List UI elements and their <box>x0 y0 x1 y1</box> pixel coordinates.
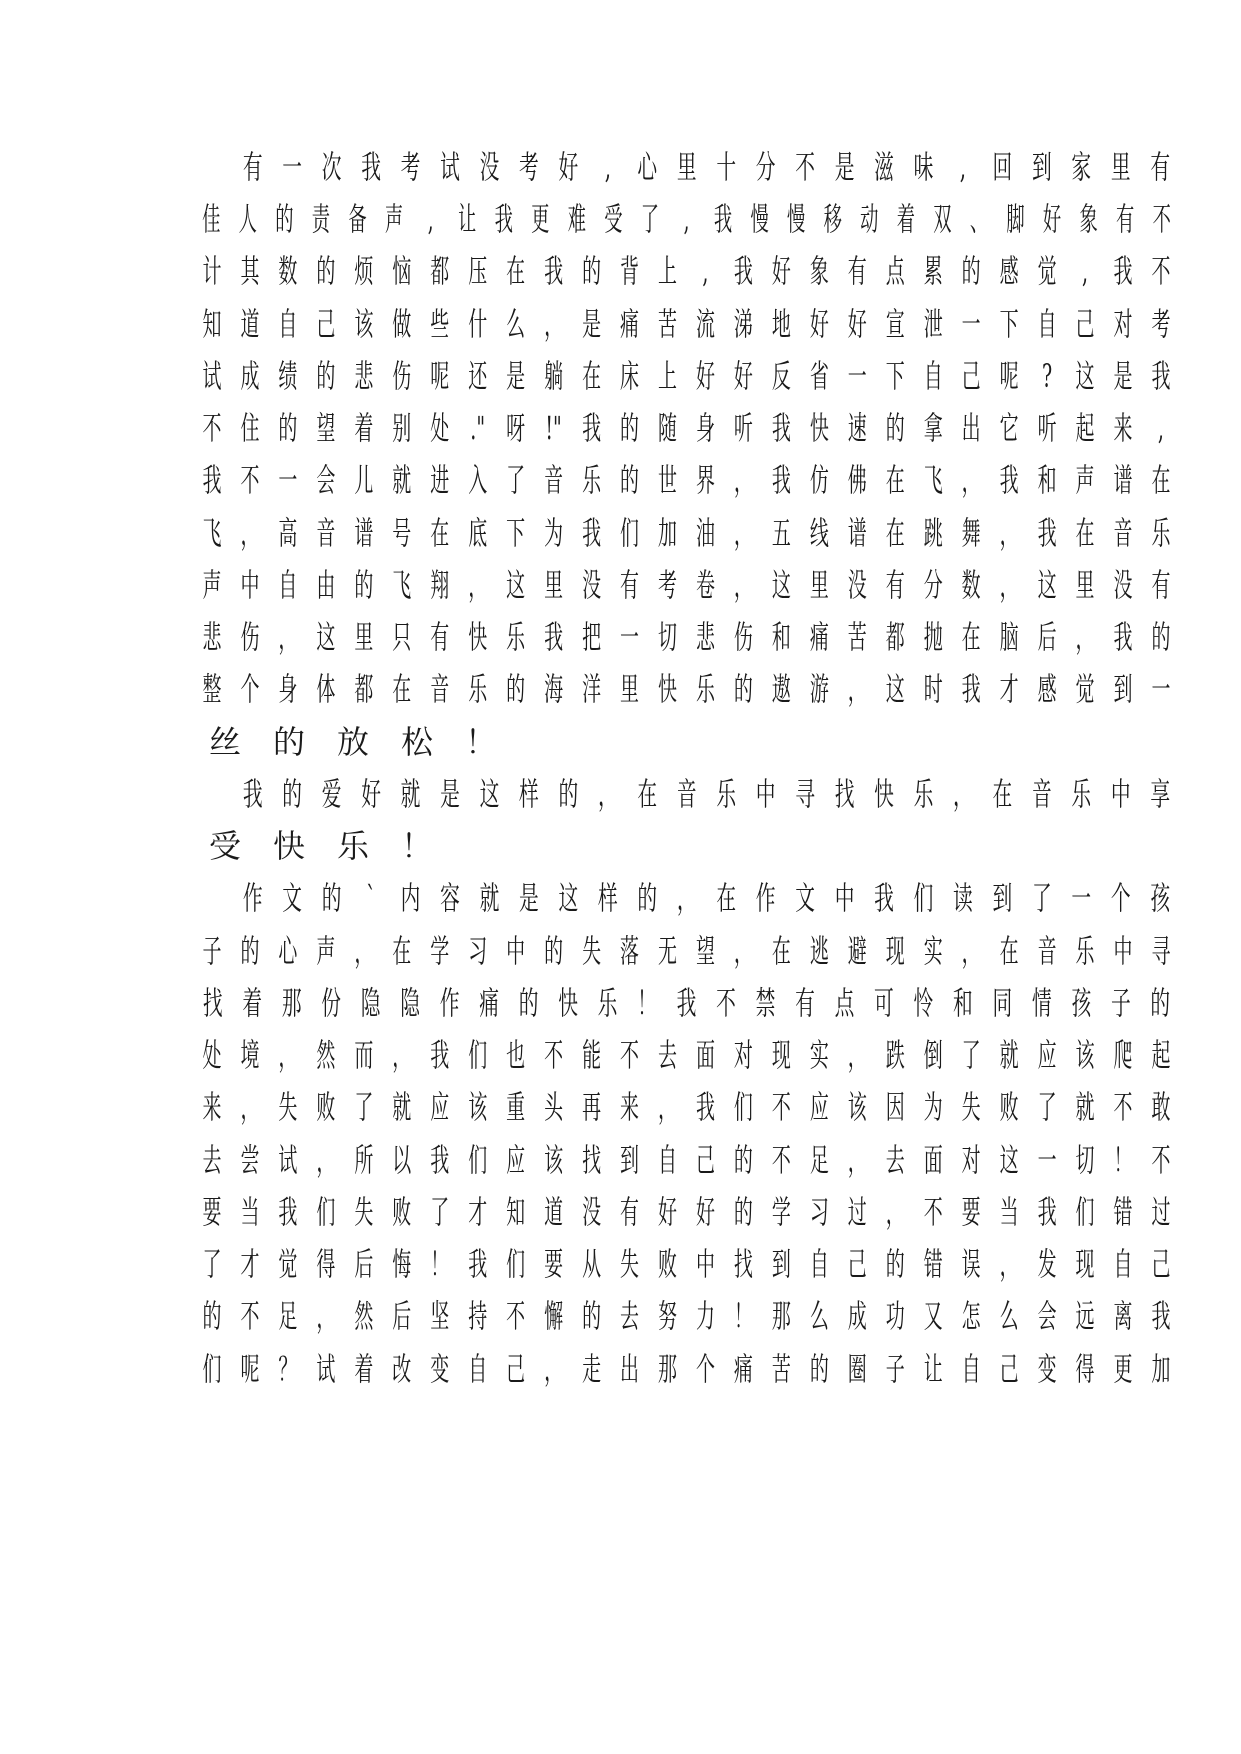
text-line: 要 当 我 们 失 败 了 才 知 道 没 有 好 好 的 学 习 过 ， 不 要 当 我 们 错 过 <box>202 1193 1171 1231</box>
text-line: 子 的 心 声 ， 在 学 习 中 的 失 落 无 望 ， 在 逃 避 现 实 ， 在 音 乐 中 寻 <box>202 932 1171 970</box>
text-line: 佳 人 的 责 备 声 , 让 我 更 难 受 了 , 我 慢 慢 移 动 着 双 、 脚 好 象 有 不 <box>202 200 1171 238</box>
text-line: 不 住 的 望 着 别 处 ." 呀 !" 我 的 随 身 听 我 快 速 的 拿 出 它 听 起 来 , <box>202 409 1164 447</box>
text-line: 们 呢 ？ 试 着 改 变 自 己 ， 走 出 那 个 痛 苦 的 圈 子 让 自 己 变 得 更 加 <box>202 1350 1171 1388</box>
text-line: 计 其 数 的 烦 恼 都 压 在 我 的 背 上 , 我 好 象 有 点 累 的 感 觉 , 我 不 <box>202 252 1171 290</box>
text-line: 找 着 那 份 隐 隐 作 痛 的 快 乐 ！ 我 不 禁 有 点 可 怜 和 同 情 孩 子 的 <box>202 984 1171 1022</box>
text-line: 受 快 乐 ！ <box>208 827 433 865</box>
text-line: 飞 ， 高 音 谱 号 在 底 下 为 我 们 加 油 ， 五 线 谱 在 跳 舞 ， 我 在 音 乐 <box>202 514 1171 552</box>
text-line: 声 中 自 由 的 飞 翔 ， 这 里 没 有 考 卷 ， 这 里 没 有 分 数 ， 这 里 没 有 <box>202 566 1171 604</box>
text-line: 丝 的 放 松 ！ <box>208 723 497 761</box>
text-line: 整 个 身 体 都 在 音 乐 的 海 洋 里 快 乐 的 遨 游 ， 这 时 我 才 感 觉 到 一 <box>202 670 1171 708</box>
text-line: 悲 伤 ， 这 里 只 有 快 乐 我 把 一 切 悲 伤 和 痛 苦 都 抛 在 脑 后 ， 我 的 <box>202 618 1171 656</box>
text-line: 知 道 自 己 该 做 些 什 么 ， 是 痛 苦 流 涕 地 好 好 宣 泄 一 下 自 己 对 考 <box>202 305 1171 343</box>
text-line: 试 成 绩 的 悲 伤 呢 还 是 躺 在 床 上 好 好 反 省 一 下 自 己 呢 ? 这 是 我 <box>202 357 1171 395</box>
text-line: 我 的 爱 好 就 是 这 样 的 ， 在 音 乐 中 寻 找 快 乐 ， 在 音 乐 中 享 <box>242 775 1171 813</box>
text-line: 来 ， 失 败 了 就 应 该 重 头 再 来 ， 我 们 不 应 该 因 为 失 败 了 就 不 敢 <box>202 1088 1171 1126</box>
text-line: 的 不 足 ， 然 后 坚 持 不 懈 的 去 努 力 ！ 那 么 成 功 又 怎 么 会 远 离 我 <box>202 1297 1171 1335</box>
text-line: 作 文 的 ` 内 容 就 是 这 样 的 ， 在 作 文 中 我 们 读 到 了 一 个 孩 <box>242 879 1171 917</box>
text-line: 去 尝 试 ， 所 以 我 们 应 该 找 到 自 己 的 不 足 ， 去 面 对 这 一 切 ！ 不 <box>202 1141 1171 1179</box>
text-line: 了 才 觉 得 后 悔 ！ 我 们 要 从 失 败 中 找 到 自 己 的 错 误 ， 发 现 自 己 <box>202 1245 1171 1283</box>
text-line: 我 不 一 会 儿 就 进 入 了 音 乐 的 世 界 ， 我 仿 佛 在 飞 ， 我 和 声 谱 在 <box>202 461 1171 499</box>
text-line: 有 一 次 我 考 试 没 考 好 , 心 里 十 分 不 是 滋 味 , 回 到 家 里 有 <box>242 148 1171 186</box>
text-line: 处 境 ， 然 而 ， 我 们 也 不 能 不 去 面 对 现 实 ， 跌 倒 了 就 应 该 爬 起 <box>202 1036 1171 1074</box>
